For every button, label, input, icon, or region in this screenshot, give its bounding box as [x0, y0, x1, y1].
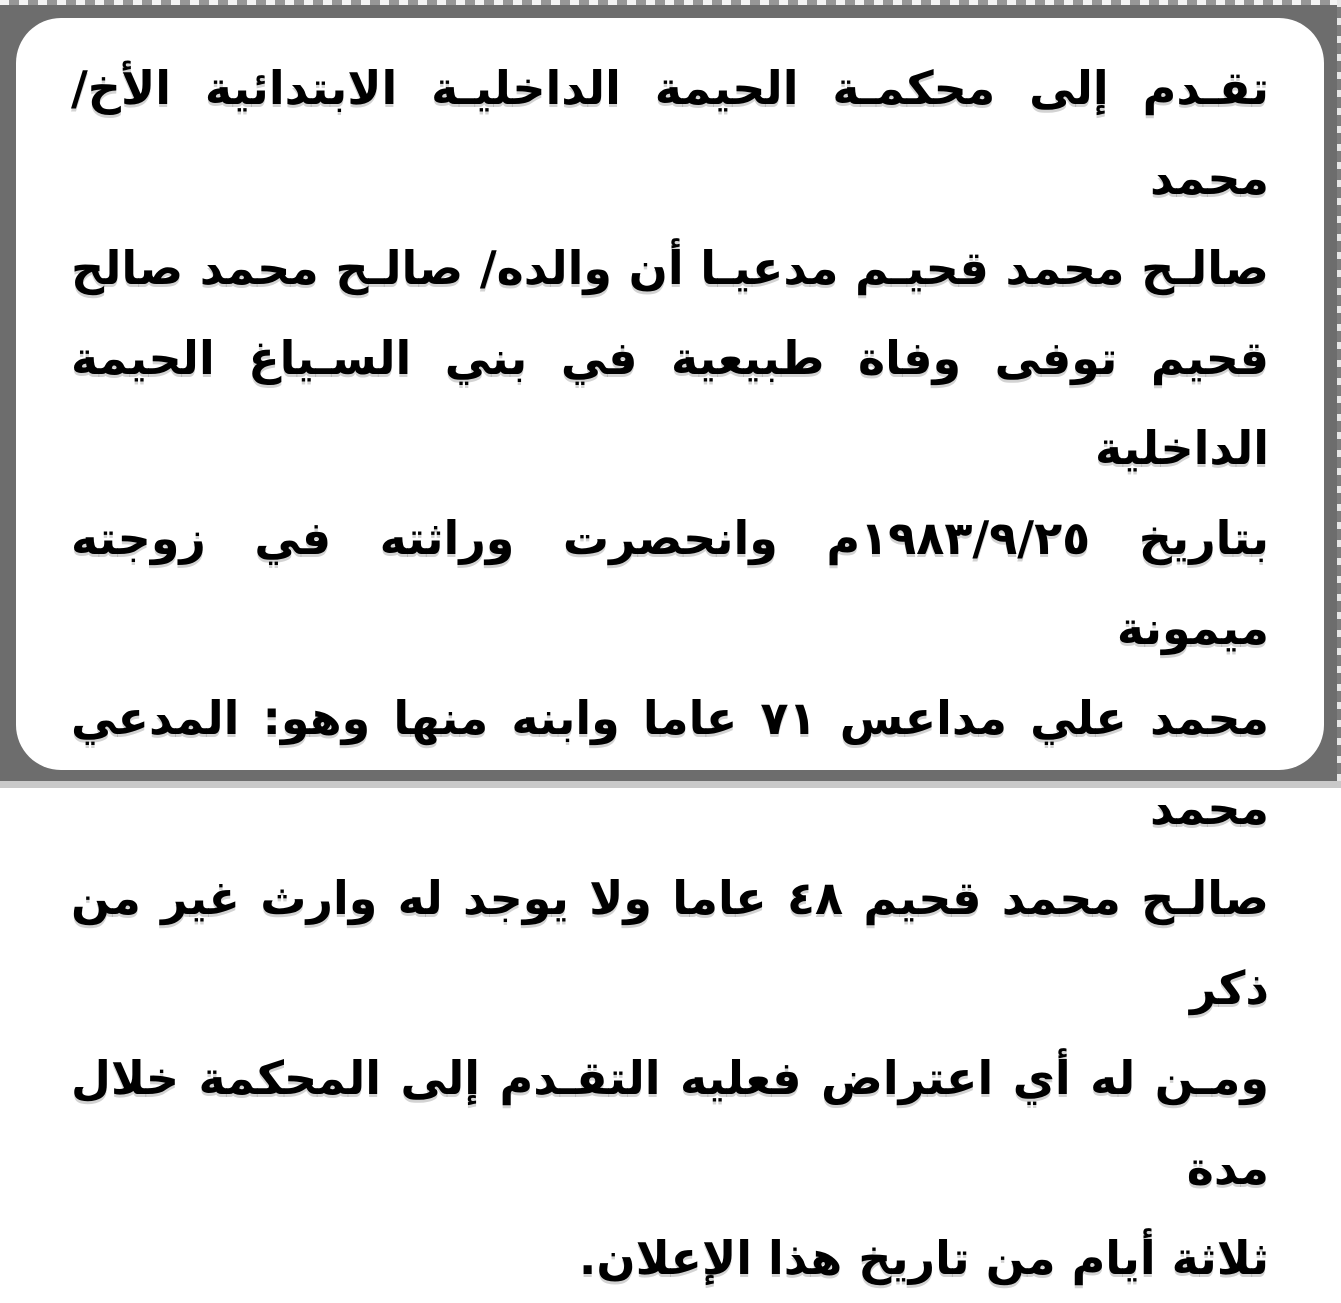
notice-line-2: صالـح محمد قحيـم مدعيـا أن والده/ صالـح محمد صالح [71, 241, 1269, 295]
notice-line-7: ومـن له أي اعتراض فعليه التقـدم إلى المحكمة خلال مدة [71, 1051, 1269, 1195]
notice-line-8: ثلاثة أيام من تاريخ هذا الإعلان. [578, 1231, 1269, 1285]
notice-line-1: تقـدم إلى محكمـة الحيمة الداخليـة الابتدائية الأخ/ محمد [71, 61, 1269, 205]
notice-line-5: محمد علي مداعس ٧١ عاما وابنه منها وهو: المدعي محمد [71, 691, 1269, 835]
notice-card [16, 18, 1324, 1285]
notice-text [71, 43, 1269, 1303]
notice-line-4: بتاريخ ١٩٨٣/٩/٢٥م وانحصرت وراثته في زوجته ميمونة [71, 511, 1269, 655]
dashed-cut-line-top [0, 0, 1341, 5]
notice-line-6: صالـح محمد قحيم ٤٨ عاما ولا يوجد له وارث غير من ذكر [71, 871, 1269, 1015]
notice-line-3: قحيم توفى وفاة طبيعية في بني السـياغ الحيمة الداخلية [71, 331, 1269, 475]
dashed-cut-line-right [1337, 0, 1341, 788]
